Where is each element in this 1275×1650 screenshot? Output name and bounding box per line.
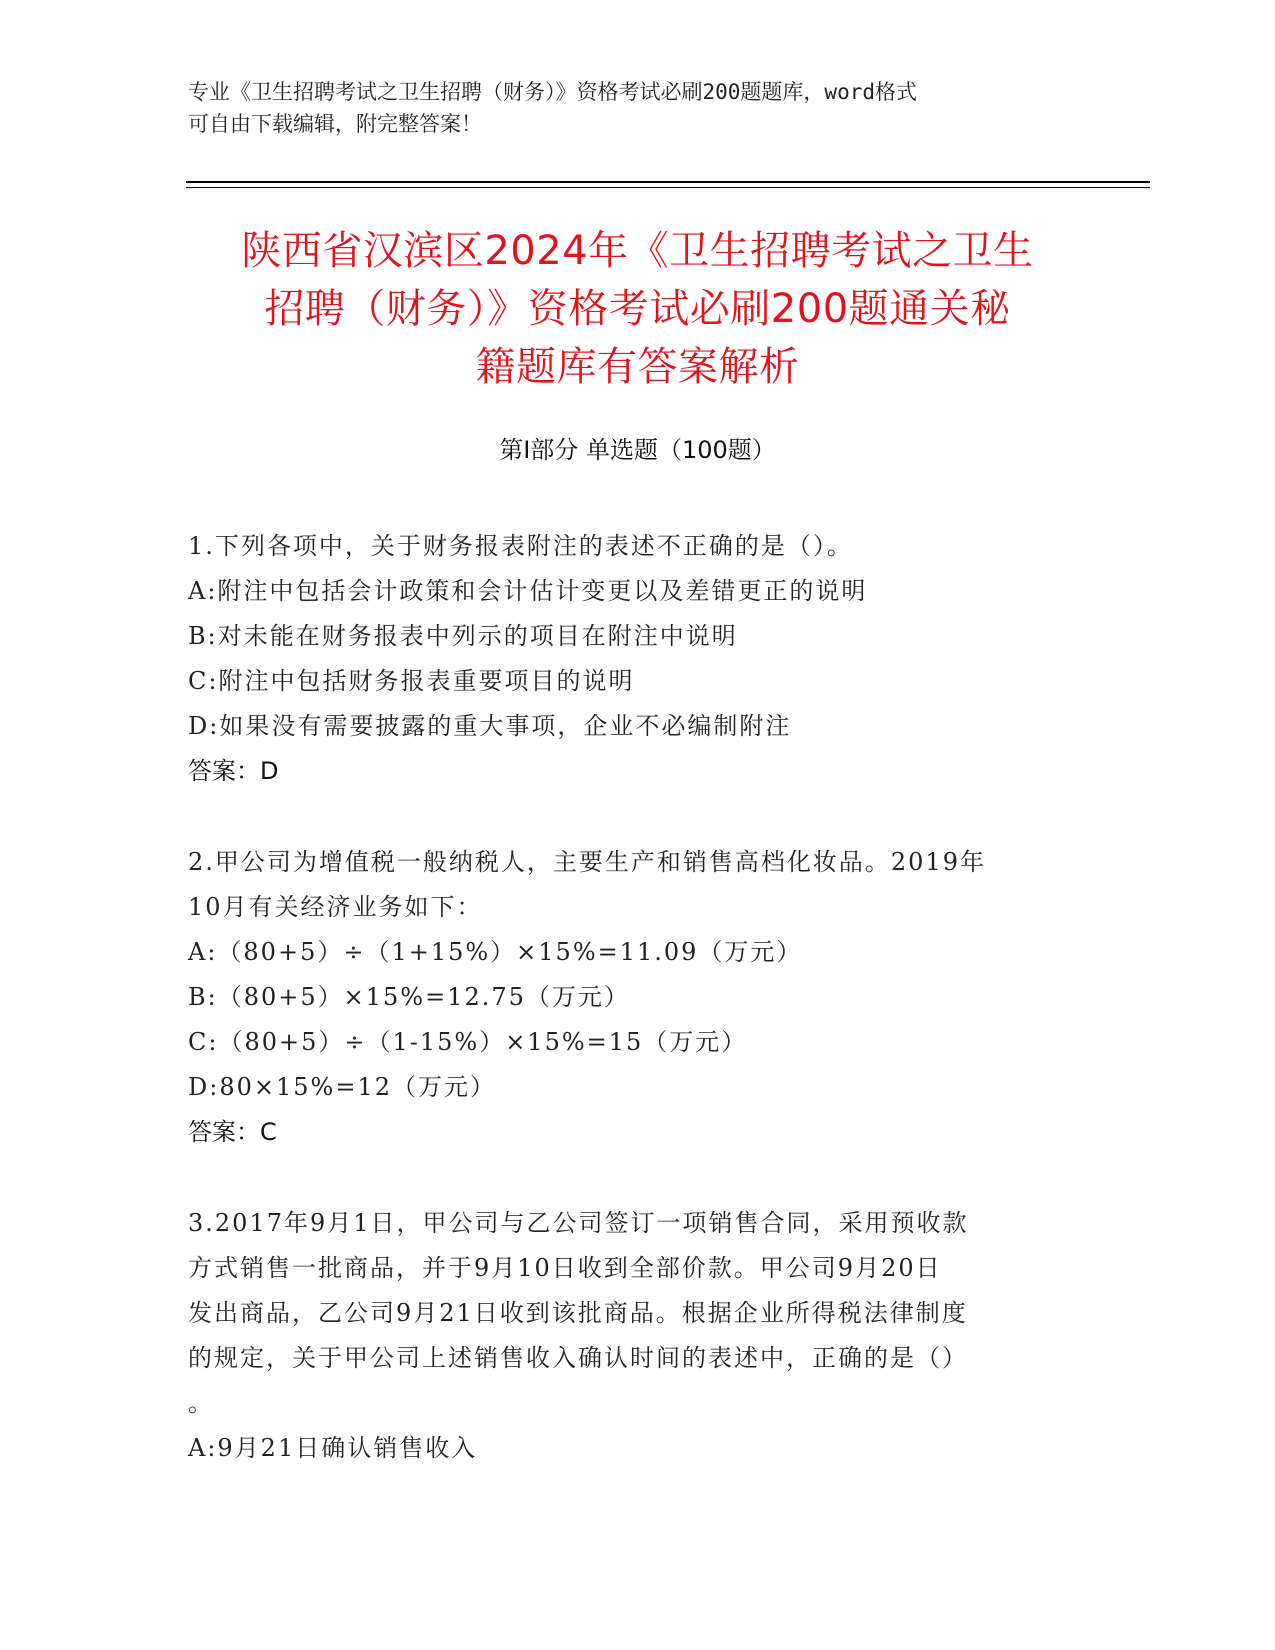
question-stem: 发出商品，乙公司9月21日收到该批商品。根据企业所得税法律制度 [188,1299,968,1327]
question-2 [188,840,1068,1155]
header-note-line: 专业《卫生招聘考试之卫生招聘（财务）》资格考试必刷200题题库，word格式 [188,80,917,104]
question-stem: 方式销售一批商品，并于9月10日收到全部价款。甲公司9月20日 [188,1254,942,1282]
option-a: A:9月21日确认销售收入 [188,1434,478,1462]
section-heading: 第Ⅰ部分 单选题（100题） [499,436,776,464]
header-divider-thick [186,181,1150,183]
answer-line: 答案：C [188,1118,277,1146]
header-note-line: 可自由下载编辑，附完整答案！ [188,112,482,136]
title-line: 陕西省汉滨区2024年《卫生招聘考试之卫生 [241,228,1034,274]
question-stem: 3.2017年9月1日，甲公司与乙公司签订一项销售合同，采用预收款 [188,1209,969,1237]
answer-line: 答案：D [188,757,279,785]
question-3 [188,1201,1068,1471]
title-line: 招聘（财务）》资格考试必刷200题通关秘 [264,286,1011,332]
question-stem: 的规定，关于甲公司上述销售收入确认时间的表述中，正确的是（） [188,1344,968,1372]
question-stem: 2.甲公司为增值税一般纳税人，主要生产和销售高档化妆品。2019年 [188,848,986,876]
question-stem: 1.下列各项中，关于财务报表附注的表述不正确的是（）。 [188,532,853,560]
question-stem: 。 [188,1389,214,1417]
question-1 [188,524,1068,794]
option-d: D:如果没有需要披露的重大事项，企业不必编制附注 [188,712,792,740]
option-c: C:附注中包括财务报表重要项目的说明 [188,667,635,695]
title-line: 籍题库有答案解析 [475,344,800,390]
option-a: A:附注中包括会计政策和会计估计变更以及差错更正的说明 [188,577,868,605]
question-stem: 10月有关经济业务如下： [188,893,483,921]
header-divider-thin [186,187,1150,188]
question-list [188,524,1068,1517]
header-note [188,76,1068,140]
option-c: C:（80+5）÷（1-15%）×15%=15（万元） [188,1028,748,1056]
option-a: A:（80+5）÷（1+15%）×15%=11.09（万元） [188,938,803,966]
option-b: B:（80+5）×15%=12.75（万元） [188,983,630,1011]
option-d: D:80×15%=12（万元） [188,1073,496,1101]
option-b: B:对未能在财务报表中列示的项目在附注中说明 [188,622,738,650]
document-title [150,222,1125,396]
